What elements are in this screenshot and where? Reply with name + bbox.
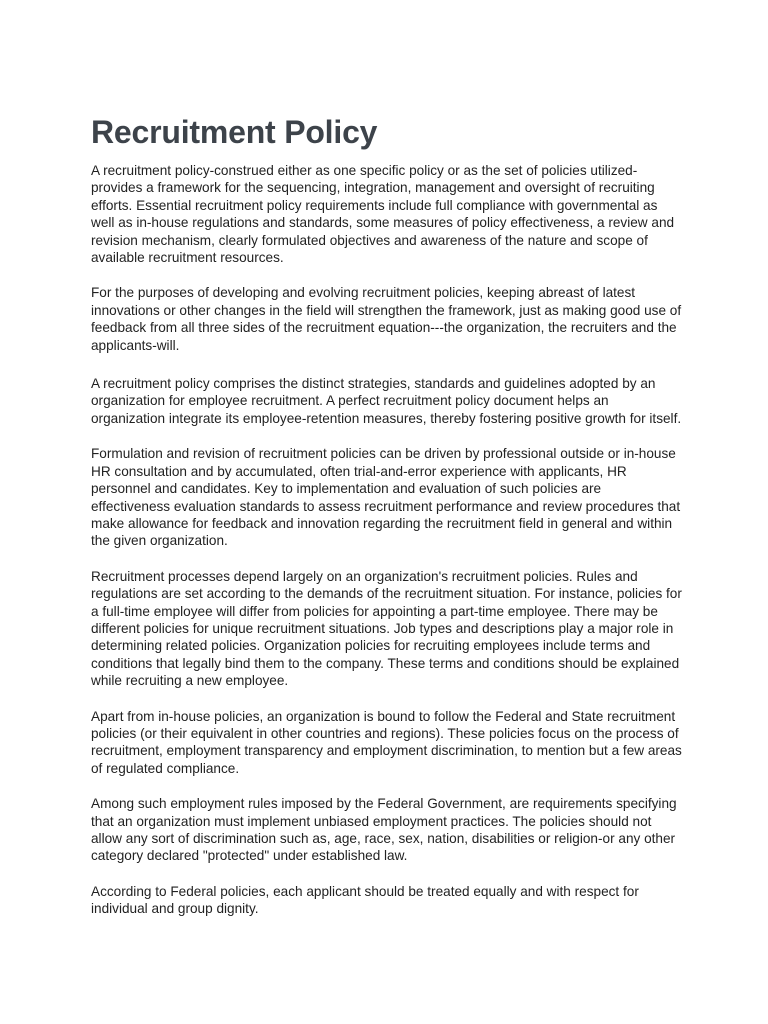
paragraph-6: Apart from in-house policies, an organization is bound to follow the Federal and State recruitment policies (or their equivalent in other countries and regions). These policies focus on the process of recruitment, employment transparency and employment discrimination, to mention but a few areas of regulated compliance.: [91, 708, 682, 776]
paragraph-3: A recruitment policy comprises the distinct strategies, standards and guidelines adopted by an organization for employee recruitment. A perfect recruitment policy document helps an organization integrate its employee-retention measures, thereby fostering positive growth for itself.: [91, 376, 682, 426]
paragraph-5: Recruitment processes depend largely on an organization's recruitment policies. Rules and regulations are set according to the demands of the recruitment situation. For instance, policies for a full-time employee will differ from policies for appointing a part-time employee. There may be different policies for unique recruitment situations. Job types and descriptions play a major role in determining related policies. Organization policies for recruiting employees include terms and conditions that legally bind them to the company. These terms and conditions should be explained while recruiting a new employee.: [91, 568, 682, 689]
paragraph-7: Among such employment rules imposed by the Federal Government, are requirements specifying that an organization must implement unbiased employment practices. The policies should not allow any sort of discrimination such as, age, race, sex, nation, disabilities or religion-or any other category declared "protected" under established law.: [91, 796, 677, 864]
paragraph-1: A recruitment policy-construed either as one specific policy or as the set of policies utilized-provides a framework for the sequencing, integration, management and oversight of recruiting efforts. Essential recruitment policy requirements include full compliance with governmental as well as in-house regulations and standards, some measures of policy effectiveness, a review and revision mechanism, clearly formulated objectives and awareness of the nature and scope of available recruitment resources.: [91, 163, 675, 266]
paragraph-2: For the purposes of developing and evolving recruitment policies, keeping abreast of latest innovations or other changes in the field will strengthen the framework, just as making good use of feedback from all three sides of the recruitment equation---the organization, the recruiters and the applicants-will.: [91, 285, 682, 353]
page-title: Recruitment Policy: [91, 114, 378, 150]
paragraph-4: Formulation and revision of recruitment policies can be driven by professional outside or in-house HR consultation and by accumulated, often trial-and-error experience with applicants, HR personnel and candidates. Key to implementation and evaluation of such policies are effectiveness evaluation standards to assess recruitment performance and review procedures that make allowance for feedback and innovation regarding the recruitment field in general and within the given organization.: [91, 446, 681, 549]
paragraph-8: According to Federal policies, each applicant should be treated equally and with respect for individual and group dignity.: [91, 883, 639, 917]
document-body: [91, 162, 683, 936]
